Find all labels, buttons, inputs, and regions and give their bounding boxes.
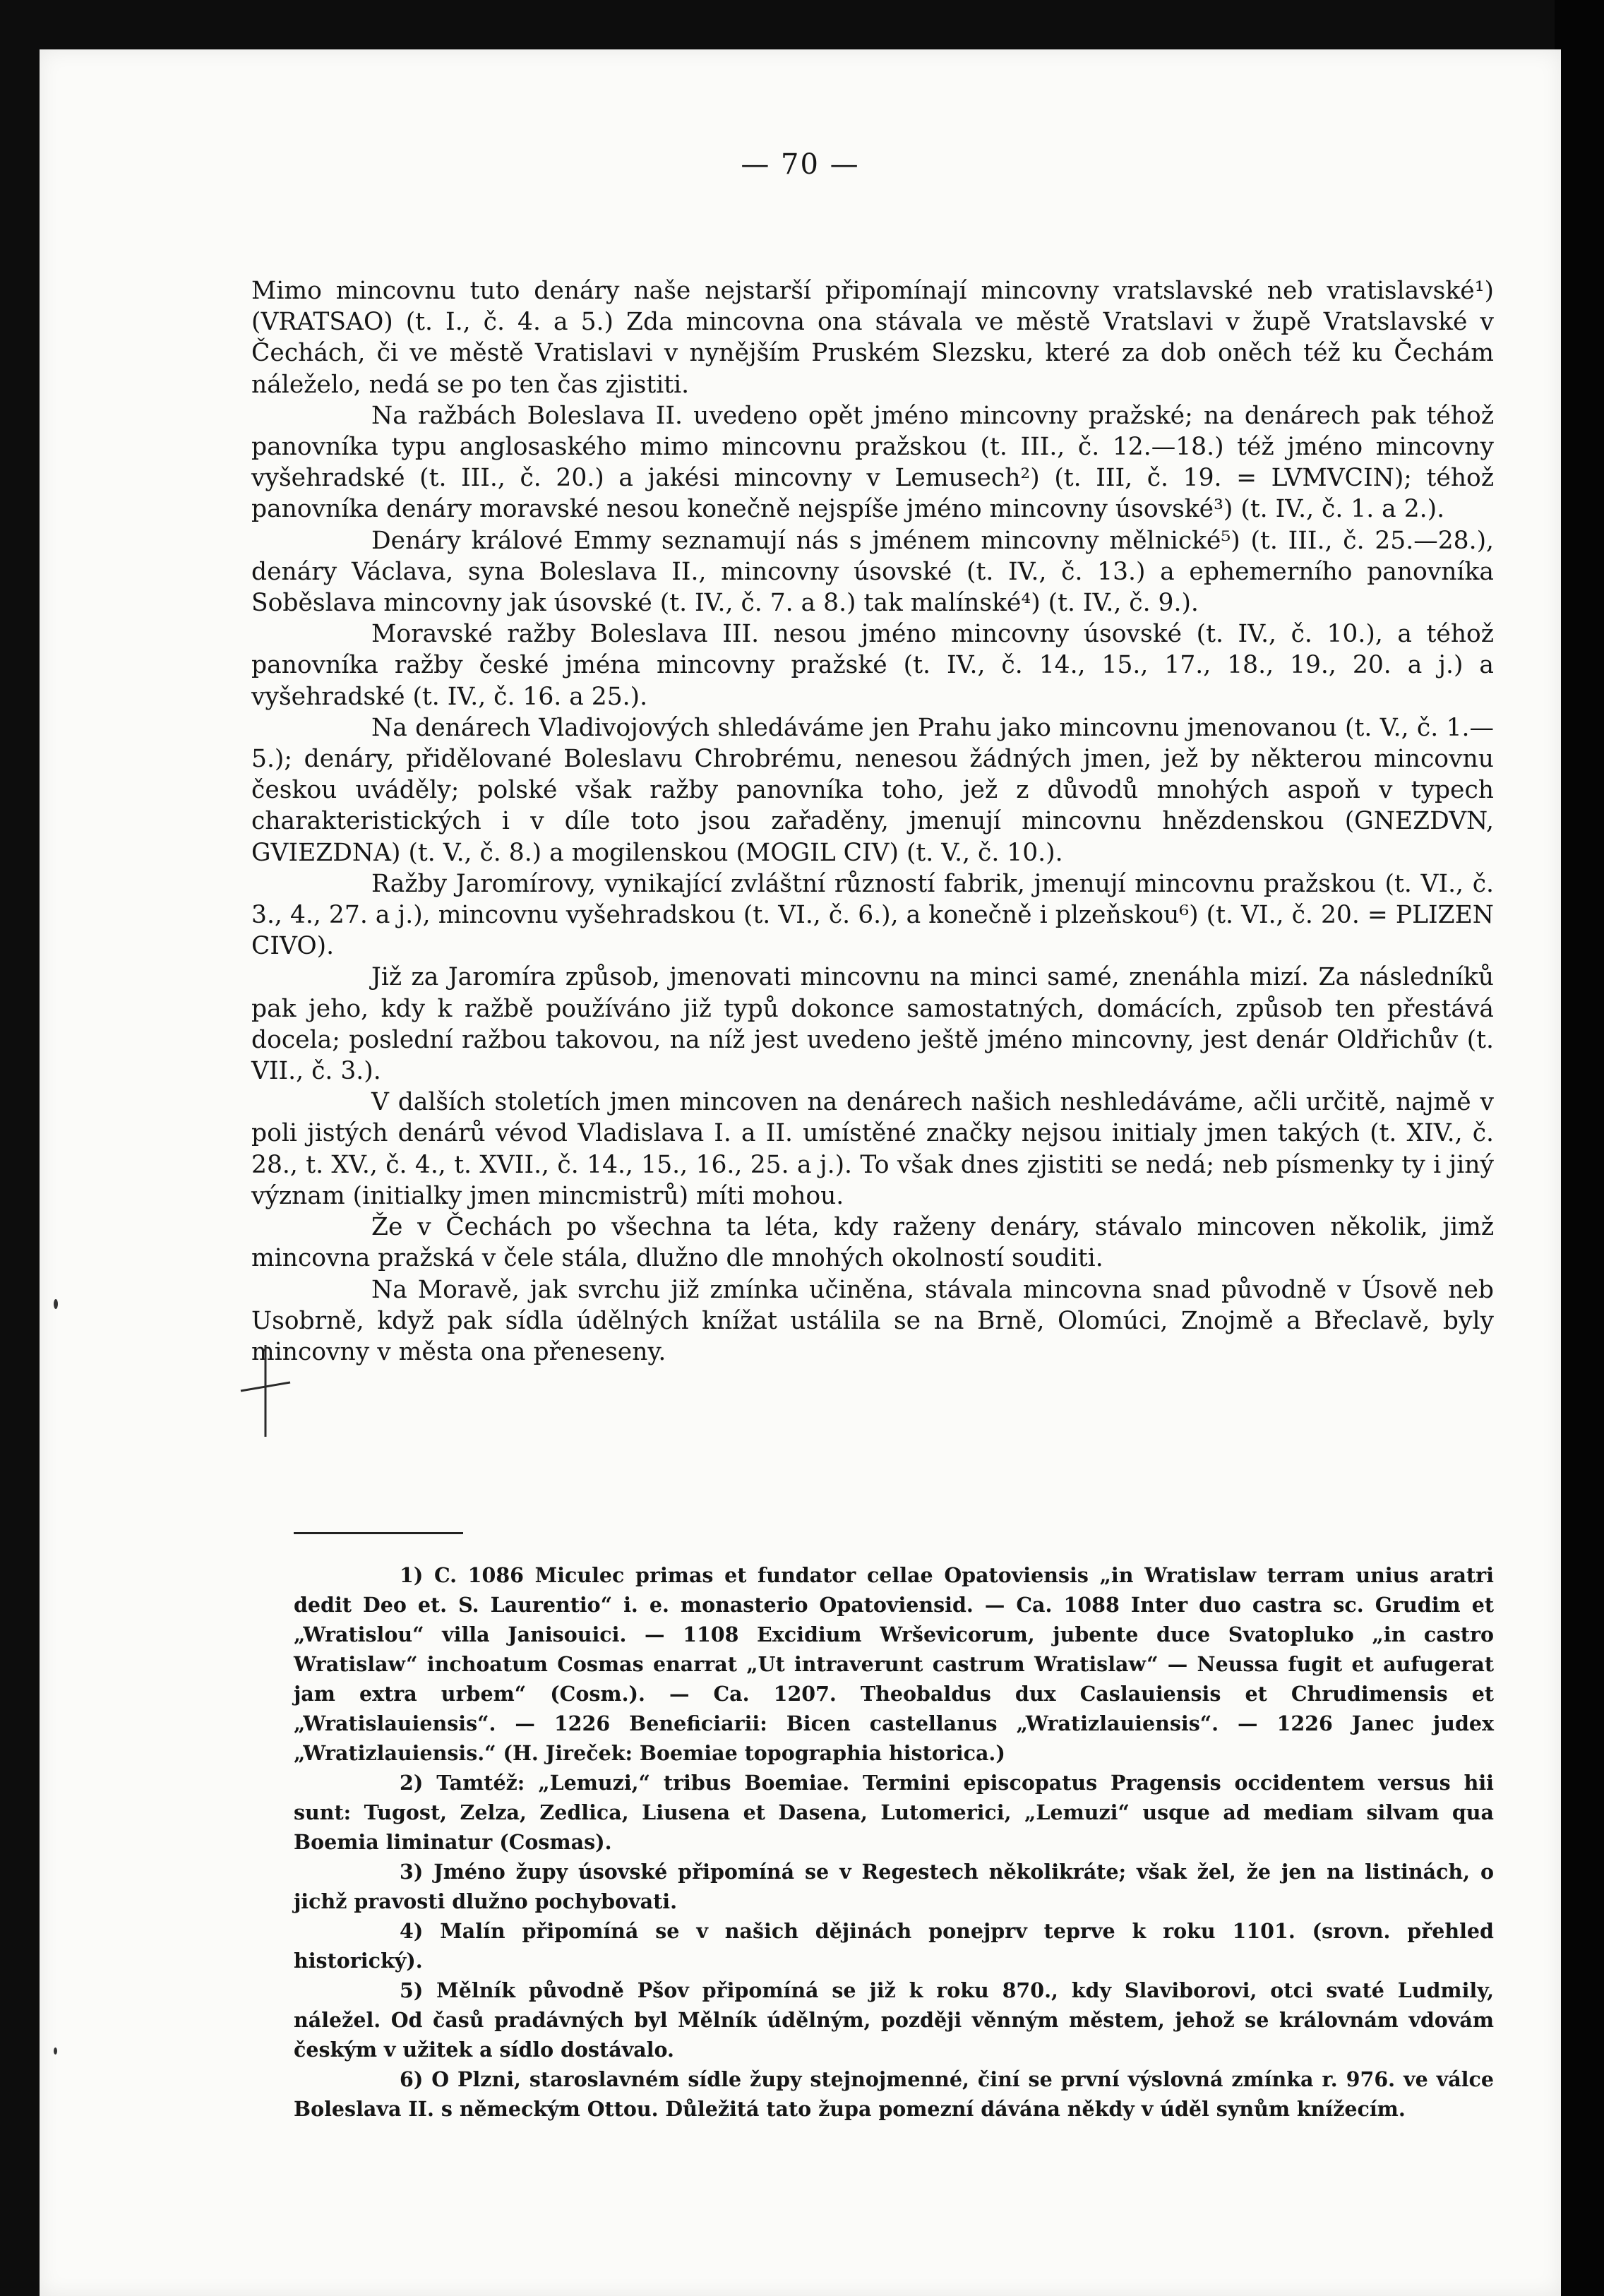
- scan-speck: [54, 1299, 58, 1309]
- scan-border-right: [1555, 0, 1604, 2296]
- page-number: — 70 —: [741, 148, 860, 181]
- paragraph: Na Moravě, jak svrchu již zmínka učiněna, stávala mincovna snad původně v Úsově neb Usobrně, když pak sídla údělných knížat ustálila se na Brně, Olomúci, Znojmě a Břeclavě, byly mincovny v města ona přeneseny.: [251, 1275, 1494, 1366]
- paragraph: Ražby Jaromírovy, vynikající zvláštní růzností fabrik, jmenují mincovnu pražskou (t. VI., č. 3., 4., 27. a j.), mincovnu vyšehradskou (t. VI., č. 6.), a konečně i plzeňskou⁶) (t. VI., č. 20. = PLIZEN CIVO).: [251, 869, 1494, 961]
- footnote-separator: [294, 1532, 463, 1534]
- paragraph: Denáry králové Emmy seznamují nás s jménem mincovny mělnické⁵) (t. III., č. 25.—28.), denáry Václava, syna Boleslava II., mincovny úsovské (t. IV., č. 13.) a ephemerního panovníka Soběslava mincovny jak úsovské (t. IV., č. 7. a 8.) tak malínské⁴) (t. IV., č. 9.).: [251, 526, 1494, 618]
- margin-cross-mark-icon: [237, 1341, 294, 1440]
- paragraph: Na denárech Vladivojových shledáváme jen Prahu jako mincovnu jmenovanou (t. V., č. 1.—5.); denáry, přidělované Boleslavu Chrobrému, nenesou žádných jmen, jež by některou mincovnu českou uváděly; polské však ražby panovníka toho, jež z důvodů mnohých aspoň v typech charakteristických i v díle toto jsou zařaděny, jmenují mincovnu hnězdenskou (GNEZDVN, GVIEZDNA) (t. V., č. 8.) a mogilenskou (MOGIL CIV) (t. V., č. 10.).: [251, 713, 1494, 867]
- footnote: 2) Tamtéž: „Lemuzi,“ tribus Boemiae. Termini episcopatus Pragensis occidentem versus hii sunt: Tugost, Zelza, Zedlica, Liusena et Dasena, Lutomerici, „Lemuzi“ usque ad mediam silvam qua Boemia liminatur (Cosmas).: [294, 1771, 1494, 1854]
- paragraph: Mimo mincovnu tuto denáry naše nejstarší připomínají mincovny vratslavské neb vratislavské¹) (VRATSAO) (t. I., č. 4. a 5.) Zda mincovna ona stávala ve městě Vratslavi v župě Vratslavské v Čechách, či ve městě Vratislavi v nynějším Pruském Slezsku, které za dob oněch též ku Čechám náleželo, nedá se po ten čas zjistiti.: [251, 277, 1494, 399]
- footnotes: [294, 1560, 1494, 2124]
- footnote: 6) O Plzni, staroslavném sídle župy stejnojmenné, činí se první výslovná zmínka r. 976. ve válce Boleslava II. s německým Ottou. Důležitá tato župa pomezní dávána někdy v úděl synům knížecím.: [294, 2067, 1494, 2121]
- page-sheet: [40, 49, 1561, 2296]
- footnote: 3) Jméno župy úsovské připomíná se v Regestech několikráte; však žel, že jen na listinách, o jichž pravosti dlužno pochybovati.: [294, 1860, 1494, 1913]
- footnote: 4) Malín připomíná se v našich dějinách ponejprv teprve k roku 1101. (srovn. přehled historický).: [294, 1919, 1494, 1973]
- paragraph: V dalších stoletích jmen mincoven na denárech našich neshledáváme, ačli určitě, najmě v poli jistých denárů vévod Vladislava I. a II. umístěné značky nejsou initialy jmen takých (t. XIV., č. 28., t. XV., č. 4., t. XVII., č. 14., 15., 16., 25. a j.). To však dnes zjistiti se nedá; neb písmenky ty i jiný význam (initialky jmen mincmistrů) míti mohou.: [251, 1088, 1494, 1210]
- paragraph: Již za Jaromíra způsob, jmenovati mincovnu na minci samé, znenáhla mizí. Za následníků pak jeho, kdy k ražbě používáno již typů dokonce samostatných, domácích, způsob ten přestává docela; poslední ražbou takovou, na níž jest uvedeno ještě jméno mincovny, jest denár Oldřichův (t. VII., č. 3.).: [251, 963, 1494, 1086]
- paragraph: Že v Čechách po všechna ta léta, kdy raženy denáry, stávalo mincoven několik, jimž mincovna pražská v čele stála, dlužno dle mnohých okolností souditi.: [251, 1213, 1494, 1273]
- footnote: 1) C. 1086 Miculec primas et fundator cellae Opatoviensis „in Wratislaw terram unius aratri dedit Deo et. S. Laurentio“ i. e. monasterio Opatoviensid. — Ca. 1088 Inter duo castra sc. Grudim et „Wratislou“ villa Janisouici. — 1108 Excidium Wrševicorum, jubente duce Svatopluko „in castro Wratislaw“ inchoatum Cosmas enarrat „Ut intraverunt castrum Wratislaw“ — Neussa fugit et aufugerat jam extra urbem“ (Cosm.). — Ca. 1207. Theobaldus dux Caslauiensis et Chrudimensis et „Wratislauiensis“. — 1226 Beneficiarii: Bicen castellanus „Wratizlauiensis“. — 1226 Janec judex „Wratizlauiensis.“ (H. Jireček: Boemiae topographia historica.): [294, 1563, 1494, 1765]
- body-text: [251, 275, 1494, 1368]
- footnote: 5) Mělník původně Pšov připomíná se již k roku 870., kdy Slaviborovi, otci svaté Ludmily, náležel. Od časů pradávných byl Mělník údělným, později věnným městem, jehož se královnám vdovám českým v užitek a sídlo dostávalo.: [294, 1978, 1494, 2062]
- scan-speck: [54, 2047, 57, 2055]
- paragraph: Moravské ražby Boleslava III. nesou jméno mincovny úsovské (t. IV., č. 10.), a téhož panovníka ražby české jména mincovny pražské (t. IV., č. 14., 15., 17., 18., 19., 20. a j.) a vyšehradské (t. IV., č. 16. a 25.).: [251, 620, 1494, 711]
- paragraph: Na ražbách Boleslava II. uvedeno opět jméno mincovny pražské; na denárech pak téhož panovníka typu anglosaského mimo mincovnu pražskou (t. III., č. 12.—18.) též jméno mincovny vyšehradské (t. III., č. 20.) a jakési mincovny v Lemusech²) (t. III, č. 19. = LVMVCIN); téhož panovníka denáry moravské nesou konečně nejspíše jméno mincovny úsovské³) (t. IV., č. 1. a 2.).: [251, 401, 1494, 524]
